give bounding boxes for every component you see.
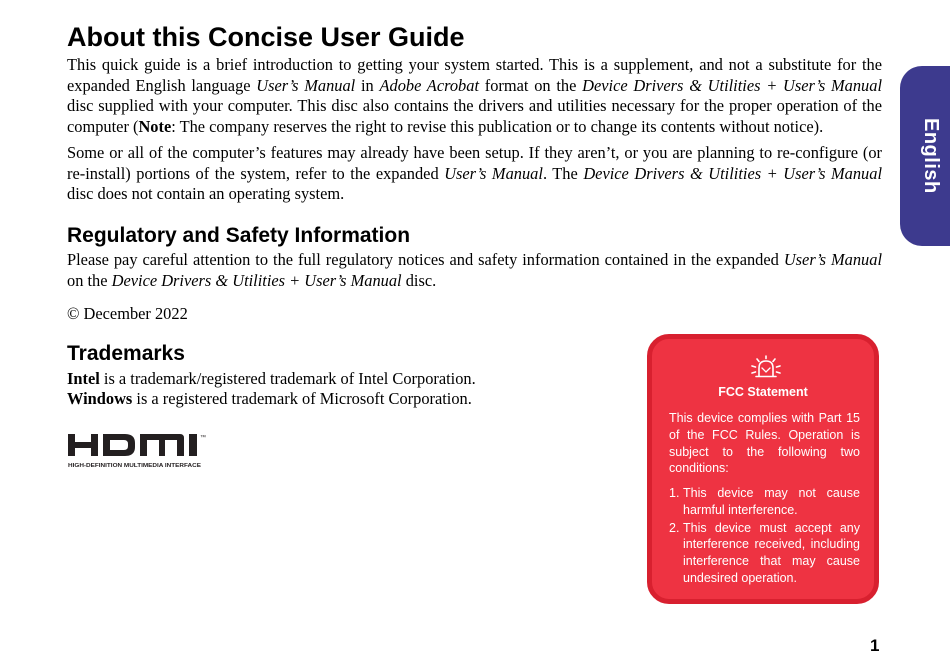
about-p2-run: . The [542,163,584,183]
about-p2-run: disc does not contain an operating system. [67,184,345,203]
alert-bell-icon [749,355,783,381]
fcc-condition-number: 1. [669,486,680,500]
about-p1-run: in [355,75,380,95]
about-p2-run: Device Drivers & Utilities + User’s Manual [583,163,883,183]
fcc-condition-item [669,485,860,519]
copyright-text: © December 2022 [67,304,188,323]
trademark-intel-run: is a trademark/registered trademark of Intel Corporation. [99,369,476,388]
about-p1-run: This quick guide is a brief introduction to getting your system started. This is a supplement, and not a substitute for the expanded English language [67,55,882,95]
fcc-condition-text: This device must accept any interference received, including interference that may cause undesired operation. [683,520,860,585]
page-title: About this Concise User Guide [67,22,465,52]
trademarks-heading: Trademarks [67,342,185,365]
about-p1-run: format on the [479,75,583,95]
fcc-condition-text: This device may not cause harmful interference. [683,486,860,517]
language-tab-label: English [920,118,942,194]
about-paragraph-2 [67,143,882,205]
regulatory-p-run: disc. [401,270,437,290]
hdmi-tm: ™ [200,435,206,441]
hdmi-logo [67,432,217,472]
regulatory-p-run: Please pay careful attention to the full regulatory notices and safety information contained in the expanded [67,250,784,269]
regulatory-p-run: on the [67,270,112,290]
fcc-condition-number: 2. [669,520,680,535]
fcc-conditions-list [669,485,860,588]
about-p1-run: Note [138,116,172,136]
about-p1-run: : The company reserves the right to revise this publication or to change its contents without notice). [171,116,824,136]
fcc-condition-item [669,520,860,587]
fcc-intro-text: This device complies with Part 15 of the FCC Rules. Operation is subject to the following two conditions: [669,411,860,476]
fcc-statement-box [647,334,879,604]
about-p2-run: User’s Manual [444,163,543,183]
hdmi-tagline: HIGH-DEFINITION MULTIMEDIA INTERFACE [68,463,202,469]
regulatory-heading: Regulatory and Safety Information [67,224,411,247]
about-paragraph-1 [67,55,882,137]
page-number: 1 [870,636,880,655]
regulatory-paragraph [67,250,882,291]
regulatory-p-run: User’s Manual [783,250,882,269]
trademark-windows-run: is a registered trademark of Microsoft Corporation. [132,389,472,408]
about-p2-run: Some or all of the computer’s features may already have been setup. If they aren’t, or you are planning to re-configure (or re-install) portions of the system, refer to the expanded [67,143,882,183]
language-tab [900,66,950,246]
fcc-title: FCC Statement [718,385,808,399]
about-p1-run: Device Drivers & Utilities + User’s Manual [582,75,882,95]
trademark-windows-run: Windows [67,389,133,408]
about-p1-run: disc supplied with your computer. This disc also contains the drivers and utilities necessary for the proper operation of the computer ( [67,96,882,136]
trademark-intel-run: Intel [67,369,100,388]
about-p1-run: Adobe Acrobat [379,75,480,95]
regulatory-p-run: Device Drivers & Utilities + User’s Manual [111,270,402,290]
about-p1-run: User’s Manual [256,75,356,95]
